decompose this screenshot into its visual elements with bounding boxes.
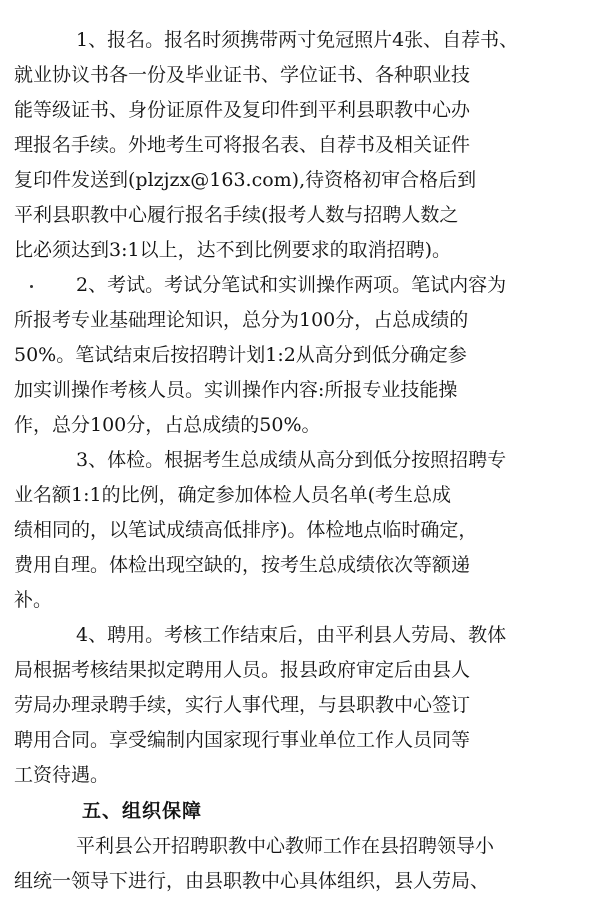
paragraph-medical-line: 补。	[14, 589, 53, 611]
paragraph-hiring-line: 工资待遇。	[14, 764, 110, 786]
paragraph-registration-line: 平利县职教中心履行报名手续(报考人数与招聘人数之	[14, 204, 459, 226]
paragraph-medical-line: 业名额1:1的比例，确定参加体检人员名单(考生总成	[14, 484, 451, 506]
paragraph-hiring-line: 聘用合同。享受编制内国家现行事业单位工作人员同等	[14, 729, 471, 751]
paragraph-exam-line: 50%。笔试结束后按招聘计划1:2从高分到低分确定参	[14, 344, 467, 366]
paragraph-exam-line: 作，总分100分，占总成绩的50%。	[14, 414, 321, 436]
paragraph-hiring-line: 局根据考核结果拟定聘用人员。报县政府审定后由县人	[14, 659, 471, 681]
scan-speck	[30, 285, 33, 288]
paragraph-exam-line: 所报考专业基础理论知识，总分为100分，占总成绩的	[14, 309, 469, 331]
paragraph-hiring-line: 劳局办理录聘手续，实行人事代理，与县职教中心签订	[14, 694, 471, 716]
section-heading-organization: 五、组织保障	[82, 800, 203, 822]
paragraph-registration-line: 理报名手续。外地考生可将报名表、自荐书及相关证件	[14, 134, 471, 156]
paragraph-hiring-line: 4、聘用。考核工作结束后，由平利县人劳局、教体	[76, 624, 507, 646]
paragraph-registration-line: 能等级证书、身份证原件及复印件到平利县职教中心办	[14, 99, 471, 121]
paragraph-registration-line: 1、报名。报名时须携带两寸免冠照片4张、自荐书、	[76, 29, 519, 51]
paragraph-registration-line: 复印件发送到(plzjzx@163.com),待资格初审合格后到	[14, 169, 477, 191]
paragraph-medical-line: 费用自理。体检出现空缺的，按考生总成绩依次等额递	[14, 554, 471, 576]
paragraph-medical-line: 3、体检。根据考生总成绩从高分到低分按照招聘专	[76, 449, 507, 471]
paragraph-exam-line: 2、考试。考试分笔试和实训操作两项。笔试内容为	[76, 274, 507, 296]
paragraph-registration-line: 就业协议书各一份及毕业证书、学位证书、各种职业技	[14, 64, 471, 86]
paragraph-organization-line: 平利县公开招聘职教中心教师工作在县招聘领导小	[76, 835, 495, 857]
paragraph-organization-line: 组统一领导下进行，由县职教中心具体组织，县人劳局、	[14, 870, 490, 892]
paragraph-exam-line: 加实训操作考核人员。实训操作内容:所报专业技能操	[14, 379, 458, 401]
paragraph-registration-line: 比必须达到3:1以上，达不到比例要求的取消招聘)。	[14, 239, 451, 261]
paragraph-medical-line: 绩相同的，以笔试成绩高低排序)。体检地点临时确定，	[14, 519, 478, 541]
